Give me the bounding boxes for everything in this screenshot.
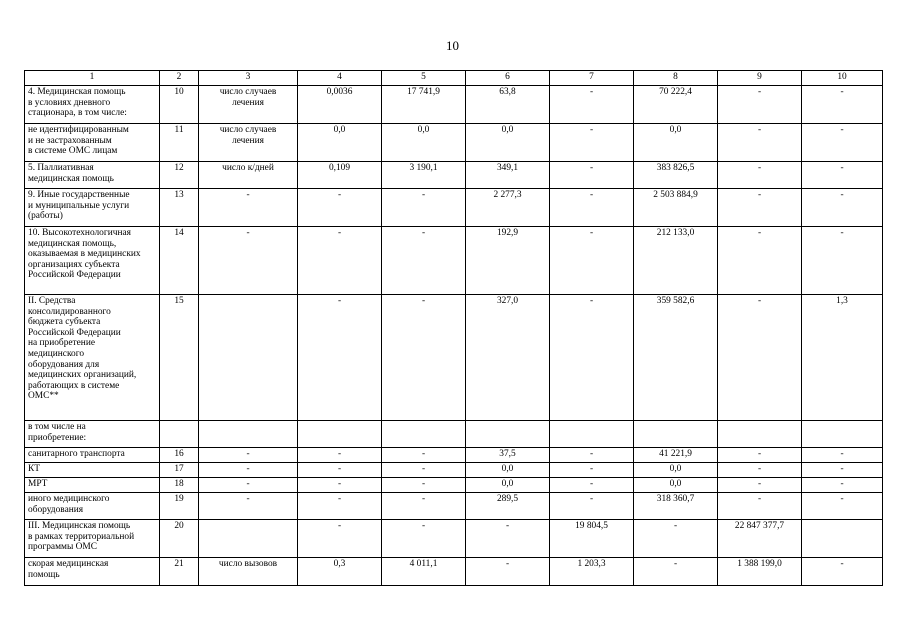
value-cell: 63,8 xyxy=(466,86,550,124)
row-label-cell: в том числе на приобретение: xyxy=(25,421,160,448)
value-cell xyxy=(199,421,298,448)
value-cell: - xyxy=(550,295,634,421)
header-cell: 9 xyxy=(718,71,802,86)
value-cell: - xyxy=(802,558,883,586)
value-cell: - xyxy=(382,189,466,227)
row-label-cell: КТ xyxy=(25,463,160,478)
header-cell: 3 xyxy=(199,71,298,86)
row-label-cell: скорая медицинская помощь xyxy=(25,558,160,586)
value-cell: - xyxy=(382,295,466,421)
value-cell: - xyxy=(718,124,802,162)
value-cell: - xyxy=(298,227,382,295)
value-cell xyxy=(382,421,466,448)
value-cell xyxy=(550,421,634,448)
data-table xyxy=(24,70,883,586)
value-cell: - xyxy=(550,493,634,520)
table-row xyxy=(25,558,883,586)
value-cell xyxy=(466,421,550,448)
value-cell: 13 xyxy=(160,189,199,227)
row-label-cell: 9. Иные государственные и муниципальные услуги (работы) xyxy=(25,189,160,227)
header-cell: 7 xyxy=(550,71,634,86)
value-cell: 0,0 xyxy=(382,124,466,162)
header-cell: 8 xyxy=(634,71,718,86)
value-cell: - xyxy=(550,448,634,463)
value-cell: - xyxy=(550,463,634,478)
value-cell: - xyxy=(199,189,298,227)
value-cell: 289,5 xyxy=(466,493,550,520)
table-row xyxy=(25,448,883,463)
value-cell: число вызовов xyxy=(199,558,298,586)
value-cell: 21 xyxy=(160,558,199,586)
row-label-cell: иного медицинского оборудования xyxy=(25,493,160,520)
value-cell: 0,0 xyxy=(466,463,550,478)
header-row xyxy=(25,71,883,86)
value-cell: число к/дней xyxy=(199,162,298,189)
value-cell: - xyxy=(802,227,883,295)
value-cell: 327,0 xyxy=(466,295,550,421)
value-cell: - xyxy=(382,493,466,520)
value-cell: 16 xyxy=(160,448,199,463)
value-cell: - xyxy=(298,295,382,421)
value-cell: - xyxy=(718,478,802,493)
table-row xyxy=(25,162,883,189)
value-cell: 383 826,5 xyxy=(634,162,718,189)
value-cell: - xyxy=(718,448,802,463)
value-cell: 1 388 199,0 xyxy=(718,558,802,586)
value-cell: - xyxy=(634,558,718,586)
table-row xyxy=(25,227,883,295)
value-cell: - xyxy=(718,86,802,124)
value-cell: - xyxy=(298,463,382,478)
value-cell: число случаев лечения xyxy=(199,86,298,124)
value-cell: - xyxy=(298,520,382,558)
value-cell: - xyxy=(550,478,634,493)
row-label-cell: санитарного транспорта xyxy=(25,448,160,463)
row-label-cell: 10. Высокотехнологичная медицинская помощь, оказываемая в медицинских организациях субъекта Российской Федерации xyxy=(25,227,160,295)
value-cell: 0,0 xyxy=(466,478,550,493)
table-row xyxy=(25,86,883,124)
value-cell: - xyxy=(298,478,382,493)
value-cell: 212 133,0 xyxy=(634,227,718,295)
value-cell: 0,0 xyxy=(466,124,550,162)
value-cell: - xyxy=(382,478,466,493)
row-label-cell: 4. Медицинская помощь в условиях дневного стационара, в том числе: xyxy=(25,86,160,124)
value-cell: - xyxy=(802,478,883,493)
value-cell: - xyxy=(802,463,883,478)
value-cell: 17 xyxy=(160,463,199,478)
table-row xyxy=(25,463,883,478)
value-cell: - xyxy=(382,227,466,295)
header-cell: 2 xyxy=(160,71,199,86)
row-label-cell: III. Медицинская помощь в рамках территориальной программы ОМС xyxy=(25,520,160,558)
value-cell: - xyxy=(466,520,550,558)
value-cell: - xyxy=(298,189,382,227)
value-cell: 0,0 xyxy=(634,478,718,493)
value-cell: 19 xyxy=(160,493,199,520)
value-cell: 2 277,3 xyxy=(466,189,550,227)
value-cell: 18 xyxy=(160,478,199,493)
value-cell: 1,3 xyxy=(802,295,883,421)
value-cell: - xyxy=(382,448,466,463)
value-cell: 11 xyxy=(160,124,199,162)
value-cell xyxy=(298,421,382,448)
value-cell: - xyxy=(718,162,802,189)
value-cell: 359 582,6 xyxy=(634,295,718,421)
value-cell: - xyxy=(802,189,883,227)
value-cell xyxy=(199,295,298,421)
table-row xyxy=(25,520,883,558)
value-cell: 22 847 377,7 xyxy=(718,520,802,558)
value-cell: - xyxy=(802,162,883,189)
value-cell: - xyxy=(718,189,802,227)
header-cell: 10 xyxy=(802,71,883,86)
value-cell xyxy=(634,421,718,448)
value-cell: 10 xyxy=(160,86,199,124)
header-cell: 6 xyxy=(466,71,550,86)
header-cell: 5 xyxy=(382,71,466,86)
value-cell: - xyxy=(718,227,802,295)
value-cell: - xyxy=(199,227,298,295)
value-cell: - xyxy=(466,558,550,586)
value-cell: 1 203,3 xyxy=(550,558,634,586)
value-cell: - xyxy=(718,295,802,421)
value-cell xyxy=(802,520,883,558)
table-row xyxy=(25,493,883,520)
value-cell: - xyxy=(199,463,298,478)
value-cell: - xyxy=(634,520,718,558)
value-cell: 37,5 xyxy=(466,448,550,463)
value-cell: - xyxy=(718,493,802,520)
value-cell xyxy=(160,421,199,448)
value-cell: - xyxy=(382,463,466,478)
table-row xyxy=(25,295,883,421)
value-cell: - xyxy=(802,448,883,463)
value-cell: - xyxy=(199,448,298,463)
value-cell: - xyxy=(199,493,298,520)
header-cell: 4 xyxy=(298,71,382,86)
value-cell xyxy=(199,520,298,558)
row-label-cell: не идентифицированным и не застрахованным в системе ОМС лицам xyxy=(25,124,160,162)
value-cell: 0,0 xyxy=(298,124,382,162)
value-cell: 15 xyxy=(160,295,199,421)
value-cell: 349,1 xyxy=(466,162,550,189)
value-cell: 14 xyxy=(160,227,199,295)
row-label-cell: 5. Паллиативная медицинская помощь xyxy=(25,162,160,189)
value-cell: - xyxy=(550,86,634,124)
value-cell: - xyxy=(298,448,382,463)
value-cell: - xyxy=(550,162,634,189)
value-cell: 70 222,4 xyxy=(634,86,718,124)
value-cell: 0,0 xyxy=(634,463,718,478)
table-row xyxy=(25,478,883,493)
value-cell: число случаев лечения xyxy=(199,124,298,162)
value-cell: - xyxy=(802,86,883,124)
row-label-cell: II. Средства консолидированного бюджета субъекта Российской Федерации на приобретение медицинского оборудования для медицинских организаций, работающих в системе ОМС** xyxy=(25,295,160,421)
value-cell: 2 503 884,9 xyxy=(634,189,718,227)
value-cell: 192,9 xyxy=(466,227,550,295)
value-cell: 4 011,1 xyxy=(382,558,466,586)
table-row xyxy=(25,189,883,227)
value-cell xyxy=(718,421,802,448)
value-cell: 0,0036 xyxy=(298,86,382,124)
page-number: 10 xyxy=(446,38,459,53)
value-cell: - xyxy=(199,478,298,493)
value-cell: - xyxy=(382,520,466,558)
row-label-cell: МРТ xyxy=(25,478,160,493)
value-cell: 20 xyxy=(160,520,199,558)
value-cell: - xyxy=(718,463,802,478)
value-cell: - xyxy=(802,124,883,162)
value-cell xyxy=(802,421,883,448)
value-cell: - xyxy=(298,493,382,520)
value-cell: 41 221,9 xyxy=(634,448,718,463)
value-cell: 0,0 xyxy=(634,124,718,162)
value-cell: 318 360,7 xyxy=(634,493,718,520)
table-row xyxy=(25,124,883,162)
value-cell: 3 190,1 xyxy=(382,162,466,189)
value-cell: 17 741,9 xyxy=(382,86,466,124)
value-cell: - xyxy=(802,493,883,520)
value-cell: 0,109 xyxy=(298,162,382,189)
value-cell: - xyxy=(550,124,634,162)
value-cell: 19 804,5 xyxy=(550,520,634,558)
value-cell: - xyxy=(550,227,634,295)
value-cell: 12 xyxy=(160,162,199,189)
table-row xyxy=(25,421,883,448)
value-cell: 0,3 xyxy=(298,558,382,586)
header-cell: 1 xyxy=(25,71,160,86)
value-cell: - xyxy=(550,189,634,227)
